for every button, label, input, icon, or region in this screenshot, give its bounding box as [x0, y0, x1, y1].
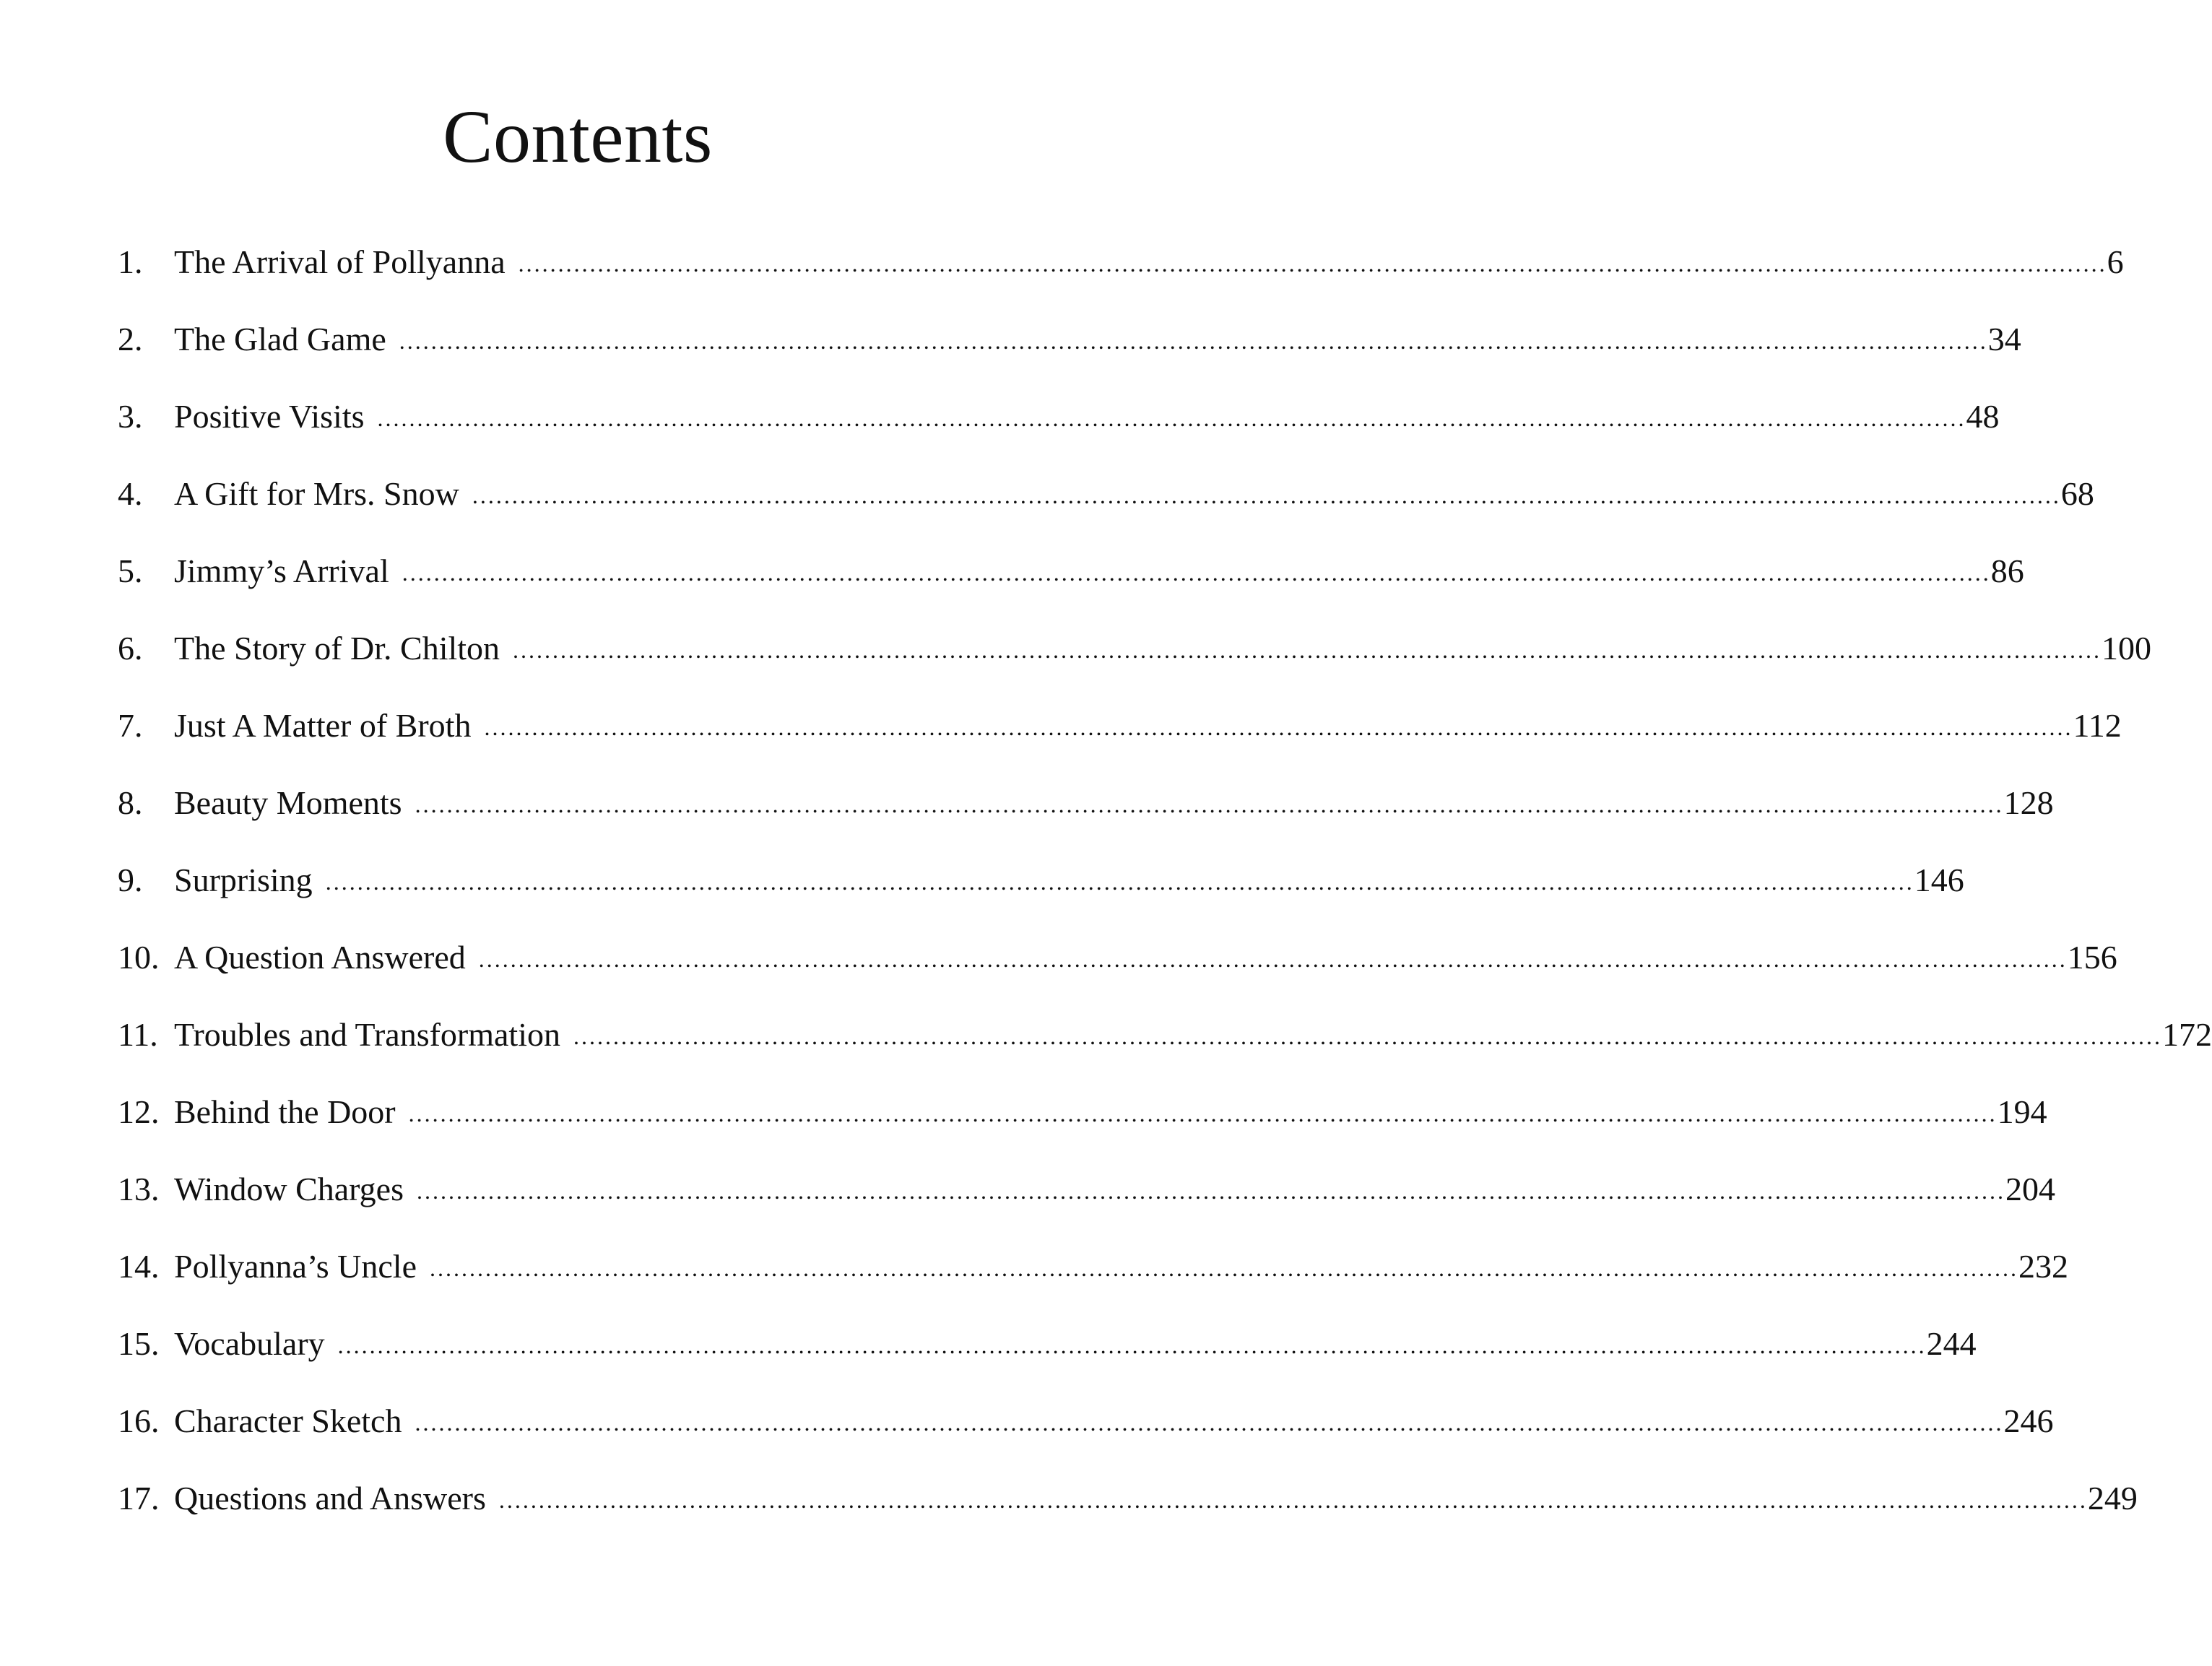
chapter-number: 3. — [118, 398, 143, 435]
chapter-title: Positive Visits — [174, 398, 365, 435]
chapter-title: A Gift for Mrs. Snow — [174, 475, 459, 512]
page-number: 194 — [1997, 1093, 2047, 1130]
chapter-title: Character Sketch — [174, 1402, 402, 1439]
toc-entry[interactable] — [118, 702, 2122, 779]
dot-leader: ........................................................................................................................................................................................................ — [518, 251, 2107, 277]
page-number: 112 — [2073, 707, 2122, 744]
chapter-title: The Arrival of Pollyanna — [174, 243, 506, 280]
page-title: Contents — [443, 95, 713, 178]
toc-entry[interactable] — [118, 1011, 2212, 1088]
dot-leader: ........................................................................................................................................................................................................ — [408, 1101, 1998, 1127]
chapter-number: 14. — [118, 1248, 160, 1285]
page-number: 68 — [2060, 475, 2094, 512]
chapter-title: Behind the Door — [174, 1093, 396, 1130]
page-number: 146 — [1914, 862, 1964, 898]
chapter-number: 7. — [118, 707, 143, 744]
chapter-title: Just A Matter of Broth — [174, 707, 472, 744]
dot-leader: ........................................................................................................................................................................................................ — [402, 560, 1991, 586]
chapter-title: The Glad Game — [174, 321, 386, 357]
chapter-number: 10. — [118, 939, 160, 976]
chapter-number: 12. — [118, 1093, 160, 1130]
toc-entry[interactable] — [118, 547, 2024, 625]
page-number: 232 — [2018, 1248, 2068, 1285]
dot-leader: ........................................................................................................................................................................................................ — [484, 714, 2073, 740]
toc-entry[interactable] — [118, 470, 2094, 547]
page-number: 156 — [2067, 939, 2117, 976]
chapter-title: Pollyanna’s Uncle — [174, 1248, 417, 1285]
chapter-number: 1. — [118, 243, 143, 280]
chapter-number: 5. — [118, 552, 143, 589]
dot-leader: ........................................................................................................................................................................................................ — [478, 946, 2068, 972]
chapter-number: 13. — [118, 1171, 160, 1207]
toc-entry[interactable] — [118, 316, 2021, 393]
dot-leader: ........................................................................................................................................................................................................ — [399, 328, 1988, 354]
dot-leader: ........................................................................................................................................................................................................ — [415, 1410, 2004, 1436]
page-number: 128 — [2003, 784, 2054, 821]
dot-leader: ........................................................................................................................................................................................................ — [472, 482, 2061, 508]
toc-entry[interactable] — [118, 1243, 2068, 1320]
chapter-title: The Story of Dr. Chilton — [174, 630, 500, 667]
chapter-title: Troubles and Transformation — [174, 1016, 560, 1053]
chapter-title: Beauty Moments — [174, 784, 402, 821]
page-number: 100 — [2102, 630, 2152, 667]
chapter-number: 15. — [118, 1325, 160, 1362]
toc-entry[interactable] — [118, 625, 2152, 702]
page-number: 34 — [1987, 321, 2021, 357]
chapter-title: A Question Answered — [174, 939, 466, 976]
toc-entry[interactable] — [118, 1088, 2047, 1166]
chapter-number: 16. — [118, 1402, 160, 1439]
chapter-number: 2. — [118, 321, 143, 357]
chapter-number: 8. — [118, 784, 143, 821]
dot-leader: ........................................................................................................................................................................................................ — [416, 1178, 2005, 1204]
toc-entry[interactable] — [118, 1320, 1977, 1397]
page-number: 204 — [2005, 1171, 2055, 1207]
page-number: 244 — [1926, 1325, 1977, 1362]
chapter-title: Surprising — [174, 862, 313, 898]
toc-entry[interactable] — [118, 1166, 2055, 1243]
dot-leader: ........................................................................................................................................................................................................ — [415, 791, 2004, 817]
chapter-number: 11. — [118, 1016, 158, 1053]
chapter-number: 9. — [118, 862, 143, 898]
toc-entry[interactable] — [118, 779, 2054, 856]
dot-leader: ........................................................................................................................................................................................................ — [498, 1487, 2088, 1513]
toc-entry[interactable] — [118, 934, 2117, 1011]
chapter-number: 17. — [118, 1480, 160, 1517]
chapter-title: Questions and Answers — [174, 1480, 486, 1517]
toc-entry[interactable] — [118, 856, 1964, 934]
chapter-number: 4. — [118, 475, 143, 512]
page-number: 246 — [2003, 1402, 2054, 1439]
chapter-title: Jimmy’s Arrival — [174, 552, 389, 589]
page-number: 249 — [2087, 1480, 2138, 1517]
page-number: 6 — [2107, 243, 2124, 280]
dot-leader: ........................................................................................................................................................................................................ — [430, 1255, 2018, 1281]
dot-leader: ........................................................................................................................................................................................................ — [325, 869, 1914, 895]
dot-leader: ........................................................................................................................................................................................................ — [377, 405, 1966, 431]
table-of-contents — [118, 238, 2212, 1552]
toc-entry[interactable] — [118, 238, 2124, 316]
dot-leader: ........................................................................................................................................................................................................ — [337, 1332, 1927, 1358]
toc-entry[interactable] — [118, 1475, 2138, 1552]
page-number: 48 — [1966, 398, 2000, 435]
toc-entry[interactable] — [118, 393, 2000, 470]
page-number: 86 — [1990, 552, 2024, 589]
dot-leader: ........................................................................................................................................................................................................ — [573, 1023, 2162, 1049]
chapter-title: Vocabulary — [174, 1325, 325, 1362]
page-number: 172 — [2162, 1016, 2212, 1053]
chapter-title: Window Charges — [174, 1171, 404, 1207]
chapter-number: 6. — [118, 630, 143, 667]
toc-entry[interactable] — [118, 1397, 2054, 1475]
dot-leader: ........................................................................................................................................................................................................ — [513, 637, 2102, 663]
